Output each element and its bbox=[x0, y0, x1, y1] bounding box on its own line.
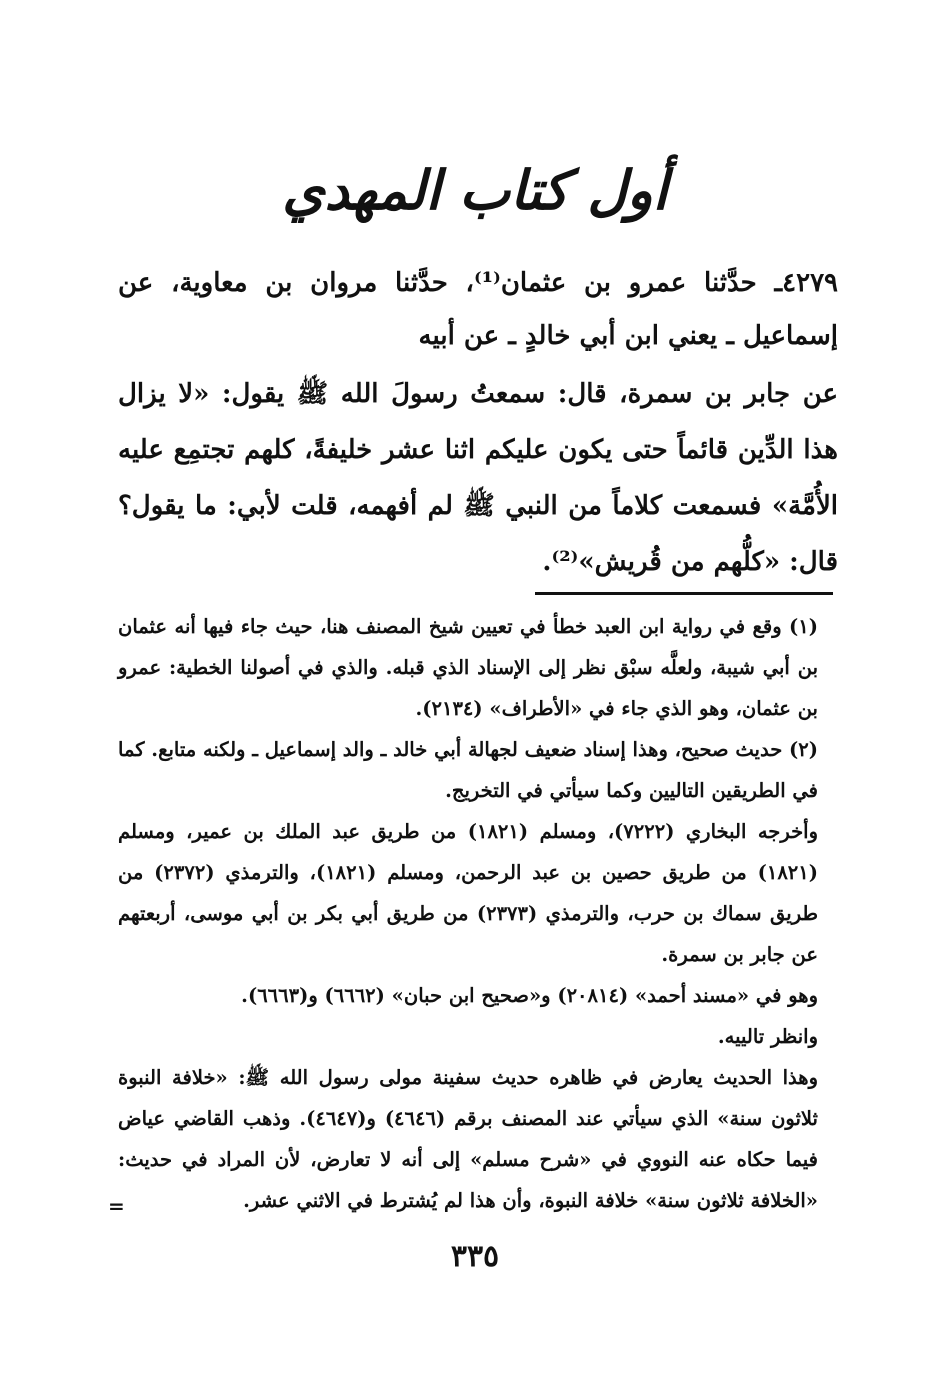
footnote-see-also: وانظر تالييه. bbox=[717, 1025, 818, 1048]
chapter-title: أول كتاب المهدي bbox=[282, 158, 668, 222]
page-number: ٣٣٥ bbox=[450, 1239, 500, 1274]
continuation-mark: = bbox=[108, 1194, 125, 1218]
footnote-discussion: وهذا الحديث يعارض في ظاهره حديث سفينة مولى رسول الله ﷺ: «خلافة النبوة ثلاثون سنة» الذي سيأتي عند المصنف برقم (٤٦٤٦) و(٤٦٤٧). وذهب القاضي عياض فيما حكاه عنه النووي في «شرح مسلم» إلى أنه لا تعارض، لأن المراد في حديث: «الخلافة ثلاثون سنة» خلافة النبوة، وأن هذا لم يُشترط في الاثني عشر. bbox=[118, 1066, 818, 1212]
footnote-2: (٢) حديث صحيح، وهذا إسناد ضعيف لجهالة أبي خالد ـ والد إسماعيل ـ ولكنه متابع. كما في الطريقين التاليين وكما سيأتي في التخريج. bbox=[118, 738, 818, 802]
hadith-text: عن جابر بن سمرة، قال: سمعتُ رسولَ الله ﷺ يقول: «لا يزال هذا الدِّين قائماً حتى يكون عليكم اثنا عشر خليفةً، كلهم تجتمِع عليه الأُمَّة» فسمعت كلاماً من النبي ﷺ لم أفهمه، قلت لأبي: ما يقول؟ قال: «كلُّهم من قُريش»⁽²⁾. bbox=[118, 379, 838, 577]
hadith-chain: ٤٢٧٩ـ حدَّثنا عمرو بن عثمان⁽¹⁾، حدَّثنا مروان بن معاوية، عن إسماعيل ـ يعني ابن أبي خالدٍ ـ عن أبيه bbox=[118, 268, 838, 351]
footnote-1: (١) وقع في رواية ابن العبد خطأ في تعيين شيخ المصنف هنا، حيث جاء فيها أنه عثمان بن أبي شيبة، ولعلَّه سبْق نظر إلى الإسناد الذي قبله. والذي في أصولنا الخطية: عمرو بن عثمان، وهو الذي جاء في «الأطراف» (٢١٣٤). bbox=[118, 615, 818, 720]
footnote-musnad: وهو في «مسند أحمد» (٢٠٨١٤) و«صحيح ابن حبان» (٦٦٦٢) و(٦٦٦٣). bbox=[241, 984, 818, 1007]
footnote-separator bbox=[535, 592, 833, 595]
footnote-takhrij: وأخرجه البخاري (٧٢٢٢)، ومسلم (١٨٢١) من طريق عبد الملك بن عمير، ومسلم (١٨٢١) من طريق حصين بن عبد الرحمن، ومسلم (١٨٢١)، والترمذي (٢٣٧٢) من طريق سماك بن حرب، والترمذي (٢٣٧٣) من طريق أبي بكر بن أبي موسى، أربعتهم عن جابر بن سمرة. bbox=[118, 820, 819, 966]
footnotes bbox=[118, 606, 838, 1221]
